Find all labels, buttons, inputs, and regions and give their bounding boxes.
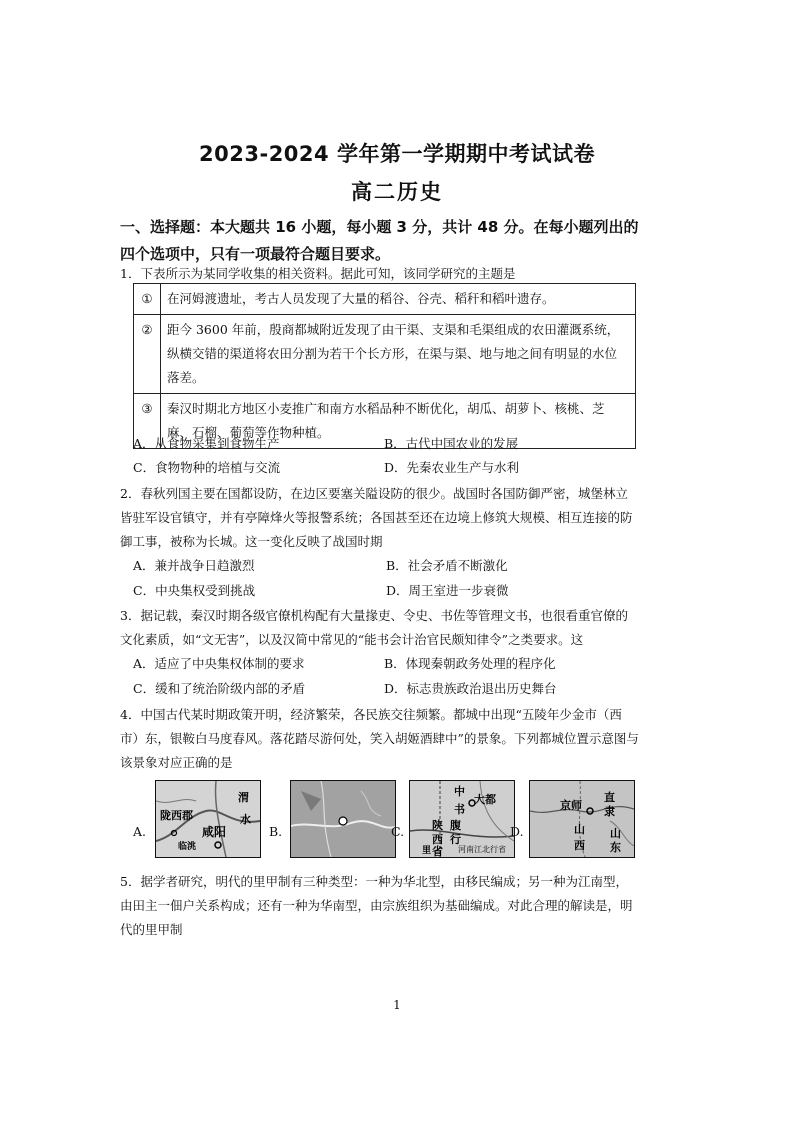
question-4-map-options <box>0 778 794 858</box>
map-label: 直 <box>604 791 615 804</box>
map-label: 西 <box>574 839 585 852</box>
map-option-a-image[interactable] <box>155 780 261 858</box>
section-heading: 一、选择题：本大题共 16 小题，每小题 3 分，共计 48 分。在每小题列出的四个选项中，只有一项最符合题目要求。 <box>120 218 639 263</box>
map-label: 东 <box>610 841 621 854</box>
map-option-b-image[interactable] <box>290 780 396 858</box>
map-label: 陕 <box>432 819 443 832</box>
map-label: 河南江北行省 <box>458 845 506 854</box>
question-4-stem: 4．中国古代某时期政策开明，经济繁荣，各民族交往频繁。都城中出现“五陵年少金市（西市）东，银鞍白马度春风。落花踏尽游何处，笑入胡姬酒肆中”的景象。下列都城位置示意图与该景象对应正确的是 <box>120 707 639 770</box>
map-label: 里 <box>422 846 432 856</box>
map-label: 山 <box>574 823 585 836</box>
map-label: 书 <box>454 803 465 816</box>
exam-title: 2023-2024 学年第一学期期中考试试卷 <box>199 142 595 166</box>
map-option-c-image[interactable] <box>409 780 515 858</box>
map-option-a-label[interactable]: A. <box>133 824 147 839</box>
question-1-option-b[interactable]: B．古代中国农业的发展 <box>384 436 519 451</box>
map-option-d-label[interactable]: D. <box>510 824 524 839</box>
question-1-option-a[interactable]: A．从食物采集到食物生产 <box>133 436 280 451</box>
question-3-stem: 3．据记载，秦汉时期各级官僚机构配有大量掾吏、令史、书佐等管理文书，也很看重官僚的文化素质，如“文无害”，以及汉简中常见的“能书会计治官民颇知律令”之类要求。这 <box>120 608 628 647</box>
table-cell-number: ② <box>134 315 161 394</box>
table-cell-text: 秦汉时期北方地区小麦推广和南方水稻品种不断优化，胡瓜、胡萝卜、核桃、芝麻、石榴、葡萄等作物种植。 <box>161 394 636 449</box>
question-3-option-b[interactable]: B．体现秦朝政务处理的程序化 <box>384 656 556 671</box>
table-cell-text: 距今 3600 年前，殷商都城附近发现了由干渠、支渠和毛渠组成的农田灌溉系统，纵横交错的渠道将农田分割为若干个长方形，在渠与渠、地与地之间有明显的水位落差。 <box>161 315 636 394</box>
map-label: 陇西郡 <box>160 809 193 822</box>
map-option-c-label[interactable]: C. <box>391 824 405 839</box>
question-3-option-a[interactable]: A．适应了中央集权体制的要求 <box>133 656 305 671</box>
question-1-option-d[interactable]: D．先秦农业生产与水利 <box>384 460 520 475</box>
question-1-option-c[interactable]: C．食物物种的培植与交流 <box>133 460 281 475</box>
map-label: 山 <box>610 827 621 840</box>
map-label: 大都 <box>474 793 496 806</box>
question-2-option-a[interactable]: A．兼并战争日趋激烈 <box>133 558 255 573</box>
question-2-option-c[interactable]: C．中央集权受到挑战 <box>133 583 256 598</box>
map-label: 中 <box>454 785 465 798</box>
question-5-stem: 5．据学者研究，明代的里甲制有三种类型：一种为华北型，由移民编成；另一种为江南型，由田主一佃户关系构成；还有一种为华南型，由宗族组织为基础编成。对此合理的解读是，明代的里甲制 <box>120 874 633 937</box>
map-label: 京师 <box>560 799 582 812</box>
table-cell-number: ① <box>134 284 161 315</box>
table-row <box>134 315 636 394</box>
question-1-stem: 1．下表所示为某同学收集的相关资料。据此可知，该同学研究的主题是 <box>120 266 516 281</box>
table-row <box>134 284 636 315</box>
subject-title: 高二历史 <box>351 180 443 204</box>
table-cell-text: 在河姆渡遗址，考古人员发现了大量的稻谷、谷壳、稻秆和稻叶遗存。 <box>161 284 636 315</box>
map-label: 咸阳 <box>202 825 227 839</box>
page-number: 1 <box>393 998 401 1012</box>
question-1-table <box>133 283 636 449</box>
map-label: 渭 <box>238 791 249 804</box>
question-2-stem: 2．春秋列国主要在国都设防，在边区要塞关隘设防的很少。战国时各国防御严密，城堡林立皆驻军设官镇守，并有亭障烽火等报警系统；各国甚至还在边境上修筑大规模、相互连接的防御工事，被称为长城。这一变化反映了战国时期 <box>120 486 633 549</box>
map-b-terrain <box>291 781 395 857</box>
question-2-option-b[interactable]: B．社会矛盾不断激化 <box>386 558 508 573</box>
question-3-option-c[interactable]: C．缓和了统治阶级内部的矛盾 <box>133 681 306 696</box>
map-label: 临洮 <box>178 842 197 852</box>
map-label: 水 <box>240 813 251 826</box>
map-label: 西 <box>432 833 443 846</box>
map-label: 省 <box>432 845 443 858</box>
map-label: 行 <box>450 833 461 846</box>
question-3-option-d[interactable]: D．标志贵族政治退出历史舞台 <box>384 681 557 696</box>
map-option-d-image[interactable] <box>529 780 635 858</box>
table-cell-number: ③ <box>134 394 161 449</box>
question-2-option-d[interactable]: D．周王室进一步衰微 <box>386 583 509 598</box>
map-label: 腹 <box>450 819 461 832</box>
map-label: 隶 <box>604 805 615 818</box>
map-option-b-label[interactable]: B. <box>269 824 283 839</box>
